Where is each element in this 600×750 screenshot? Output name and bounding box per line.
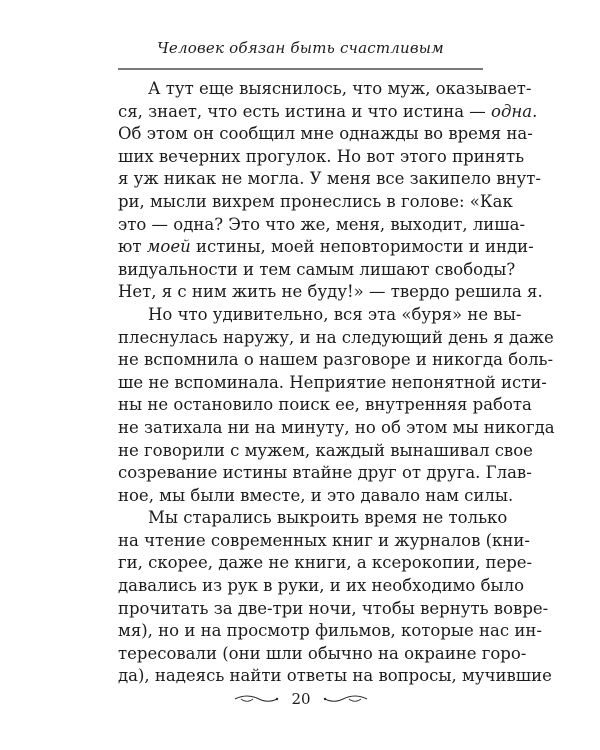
text-line: да), надеясь найти ответы на вопросы, мучившие — [118, 666, 552, 686]
text-line: не затихала ни на минуту, но об этом мы никогда — [118, 417, 555, 437]
emphasis-text: моей — [146, 237, 191, 257]
running-header — [118, 38, 483, 57]
text-line: прочитать за две-три ночи, чтобы вернуть вовре- — [118, 598, 549, 618]
text-line: Об этом он сообщил мне однажды во время на- — [118, 124, 533, 144]
text-line: тересовали (они шли обычно на окраине горо- — [118, 643, 527, 663]
text-line: ри, мысли вихрем пронеслись в голове: «Как — [118, 191, 513, 211]
text-line: не вспомнила о нашем разговоре и никогда боль- — [118, 350, 554, 370]
text-line: ют моей истины, моей неповторимости и инди- — [118, 237, 534, 257]
text-line: ше не вспоминала. Неприятие непонятной исти- — [118, 372, 547, 392]
text-line: А тут еще выяснилось, что муж, оказывает- — [148, 79, 532, 98]
running-header-title: Человек обязан быть счастливым — [157, 39, 444, 57]
text-line: созревание истины втайне друг от друга. Глав- — [118, 463, 532, 483]
text-line: не говорили с мужем, каждый вынашивал свое — [118, 440, 533, 460]
text-line: Мы старались выкроить время не только — [148, 508, 508, 528]
page-footer — [118, 690, 484, 708]
header-rule — [118, 66, 483, 72]
page-number: 20 — [291, 690, 311, 708]
text-line: давались из рук в руки, и их необходимо было — [118, 576, 525, 596]
ornament-right-icon — [323, 693, 369, 705]
text-line: плеснулась наружу, и на следующий день я даже — [118, 327, 554, 347]
text-line: Нет, я с ним жить не буду!» — твердо решила я. — [118, 282, 543, 302]
text-line: мя), но и на просмотр фильмов, которые нас ин- — [118, 621, 542, 641]
emphasis-text: одна — [491, 101, 533, 121]
text-line: ны не остановило поиск ее, внутренняя работа — [118, 395, 532, 415]
text-line: ся, знает, что есть истина и что истина — одна. — [118, 101, 538, 121]
ornament-left-icon — [233, 693, 279, 705]
text-line: ги, скорее, даже не книги, а ксерокопии, пере- — [118, 553, 533, 573]
text-line: я уж никак не могла. У меня все закипело внут- — [118, 169, 541, 189]
text-line: ное, мы были вместе, и это давало нам силы. — [118, 485, 514, 505]
page-body — [118, 78, 555, 688]
text-line: это — одна? Это что же, меня, выходит, лиша- — [118, 214, 526, 234]
text-line: видуальности и тем самым лишают свободы? — [118, 259, 516, 279]
text-line: Но что удивительно, вся эта «буря» не вы- — [148, 304, 522, 324]
text-line: ших вечерних прогулок. Но вот этого принять — [118, 146, 525, 166]
text-line: на чтение современных книг и журналов (кни- — [118, 530, 530, 550]
